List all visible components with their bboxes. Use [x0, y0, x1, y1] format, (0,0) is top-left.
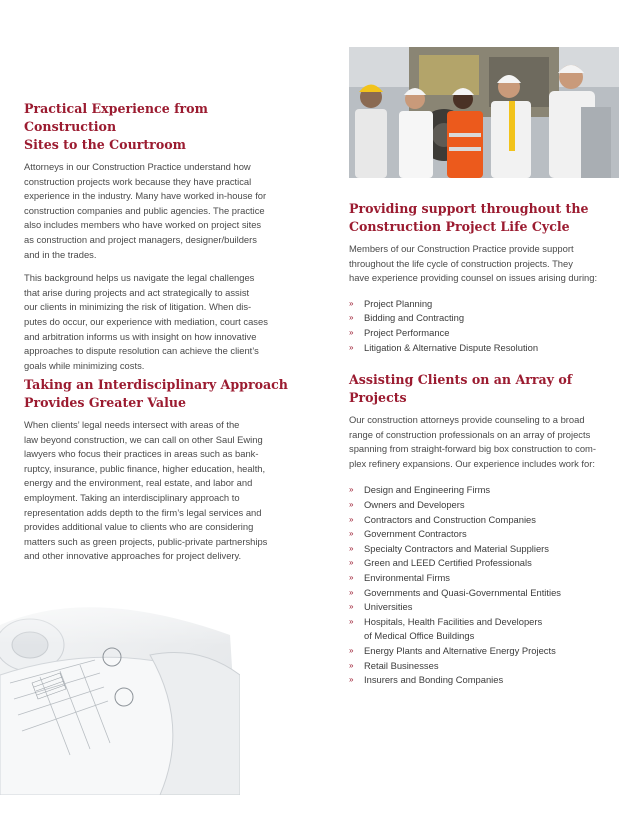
rolled-blueprints-image [0, 565, 240, 795]
text-line: construction companies and public agencies. The practice [24, 204, 265, 216]
bullet-marker-icon: » [349, 572, 354, 582]
list-item-label: Design and Engineering Firms [364, 484, 491, 496]
bullet-marker-icon: » [349, 543, 354, 553]
list-item-label: Owners and Developers [364, 498, 465, 510]
text-line: When clients’ legal needs intersect with areas of the [24, 419, 240, 430]
bullet-marker-icon: » [349, 298, 354, 308]
list-item [349, 513, 619, 528]
text-line: employment. Taking an interdisciplinary approach to [24, 491, 240, 503]
heading-interdisciplinary [24, 376, 296, 412]
bullet-marker-icon: » [349, 558, 354, 568]
list-item [349, 659, 619, 674]
list-item-label: Bidding and Contracting [364, 312, 465, 324]
text-line: ruptcy, insurance, public finance, higher education, health, [24, 462, 266, 474]
text-line: have experience providing counsel on issues arising during: [349, 272, 598, 284]
section-assisting-clients [349, 371, 619, 688]
text-line: provides additional value to clients who are considering [24, 521, 254, 533]
heading-line: Construction Project Life Cycle [349, 219, 570, 234]
list-item-label: Project Performance [364, 326, 450, 338]
bullet-marker-icon: » [349, 529, 354, 539]
paragraph-support [349, 242, 619, 286]
heading-line: Providing support throughout the [349, 201, 589, 216]
text-line: and in the trades. [24, 248, 97, 260]
list-item [349, 297, 619, 312]
text-line: Our construction attorneys provide counseling to a broad [349, 414, 585, 425]
bullet-marker-icon: » [349, 342, 354, 352]
text-line: This background helps us navigate the legal challenges [24, 272, 255, 284]
list-item [349, 542, 619, 557]
list-item [349, 556, 619, 571]
heading-line: Taking an Interdisciplinary Approach [24, 377, 288, 392]
text-line: plex refinery expansions. Our experience includes work for: [349, 457, 595, 469]
heading-line: Provides Greater Value [24, 395, 187, 410]
paragraph-interdisciplinary [24, 418, 296, 564]
bullet-marker-icon: » [349, 327, 354, 337]
bullet-marker-icon: » [349, 514, 354, 524]
paragraph-assisting [349, 413, 619, 471]
list-item [349, 673, 619, 688]
section-support-life-cycle [349, 200, 619, 355]
heading-practical-experience [24, 100, 296, 154]
list-item [349, 571, 619, 586]
section-interdisciplinary [24, 376, 296, 564]
text-line: putes do occur, our experience with mediation, court cases [24, 315, 268, 327]
bullet-marker-icon: » [349, 587, 354, 597]
text-line: spanning from straight-forward big box construction to com- [349, 443, 596, 455]
list-item [349, 527, 619, 542]
bullet-marker-icon: » [349, 499, 354, 509]
text-line: representation adds depth to the firm’s legal services and [24, 506, 262, 518]
list-item [349, 341, 619, 356]
list-item [349, 644, 619, 659]
list-item [349, 311, 619, 326]
text-line: range of construction professionals on an array of projects [349, 428, 591, 440]
text-line: lawyers who focus their practices in areas such as bank- [24, 448, 259, 460]
list-item [349, 483, 619, 498]
text-line: goals while minimizing costs. [24, 359, 145, 371]
list-item-label: Government Contractors [364, 528, 467, 540]
client-type-list [349, 483, 619, 687]
heading-line: Sites to the Courtroom [24, 137, 186, 152]
paragraph-practical-1 [24, 160, 296, 262]
text-line: and other innovative approaches for project delivery. [24, 550, 242, 562]
text-line: also includes members who have worked on project sites [24, 219, 262, 231]
construction-workers-photo [349, 47, 619, 178]
list-item [349, 498, 619, 513]
section-practical-experience [24, 100, 296, 373]
construction-workers-illustration [349, 47, 619, 178]
list-item-label: Insurers and Bonding Companies [364, 674, 504, 686]
text-line: our clients in minimizing the risk of litigation. When dis- [24, 301, 252, 313]
blueprint-illustration [0, 565, 240, 795]
text-line: experience in the industry. Many have worked in-house for [24, 190, 267, 202]
list-item [349, 600, 619, 615]
list-item-label: Environmental Firms [364, 571, 450, 583]
paragraph-practical-2 [24, 271, 296, 373]
list-item-label-continuation: of Medical Office Buildings [364, 630, 475, 642]
list-item-label: Contractors and Construction Companies [364, 513, 536, 525]
bullet-marker-icon: » [349, 675, 354, 685]
bullet-marker-icon: » [349, 616, 354, 626]
text-line: throughout the life cycle of construction projects. They [349, 257, 573, 269]
list-item-label: Retail Businesses [364, 659, 439, 671]
bullet-marker-icon: » [349, 645, 354, 655]
bullet-marker-icon: » [349, 485, 354, 495]
text-line: law beyond construction, we can call on other Saul Ewing [24, 433, 263, 445]
text-line: approaches to dispute resolution can achieve the client’s [24, 345, 259, 357]
list-item-label: Universities [364, 601, 413, 613]
support-phase-list [349, 297, 619, 355]
text-line: energy and the environment, real estate, and labor and [24, 477, 253, 489]
text-line: and arbitration informs us with insight on how innovative [24, 330, 257, 342]
list-item-label: Litigation & Alternative Dispute Resolution [364, 341, 539, 353]
bullet-marker-icon: » [349, 313, 354, 323]
list-item [349, 326, 619, 341]
text-line: Members of our Construction Practice provide support [349, 243, 574, 254]
text-line: construction projects work because they have practical [24, 175, 252, 187]
bullet-marker-icon: » [349, 660, 354, 670]
heading-assisting-clients: Assisting Clients on an Array of Projects [349, 372, 573, 405]
list-item-label: Project Planning [364, 297, 433, 309]
text-line: that arise during projects and act strategically to assist [24, 286, 250, 298]
list-item-label: Energy Plants and Alternative Energy Projects [364, 644, 556, 656]
heading-line: Practical Experience from Construction [24, 101, 208, 134]
list-item-label: Governments and Quasi-Governmental Entities [364, 586, 561, 598]
bullet-marker-icon: » [349, 602, 354, 612]
list-item-label: Hospitals, Health Facilities and Developers [364, 615, 543, 627]
list-item-label: Specialty Contractors and Material Suppliers [364, 542, 549, 554]
text-line: as construction and project managers, designer/builders [24, 233, 257, 245]
text-line: Attorneys in our Construction Practice understand how [24, 161, 251, 172]
text-line: matters such as green projects, public-private partnerships [24, 535, 268, 547]
list-item-label: Green and LEED Certified Professionals [364, 557, 532, 569]
list-item [349, 586, 619, 601]
list-item [349, 615, 619, 644]
heading-support-life-cycle [349, 200, 619, 236]
